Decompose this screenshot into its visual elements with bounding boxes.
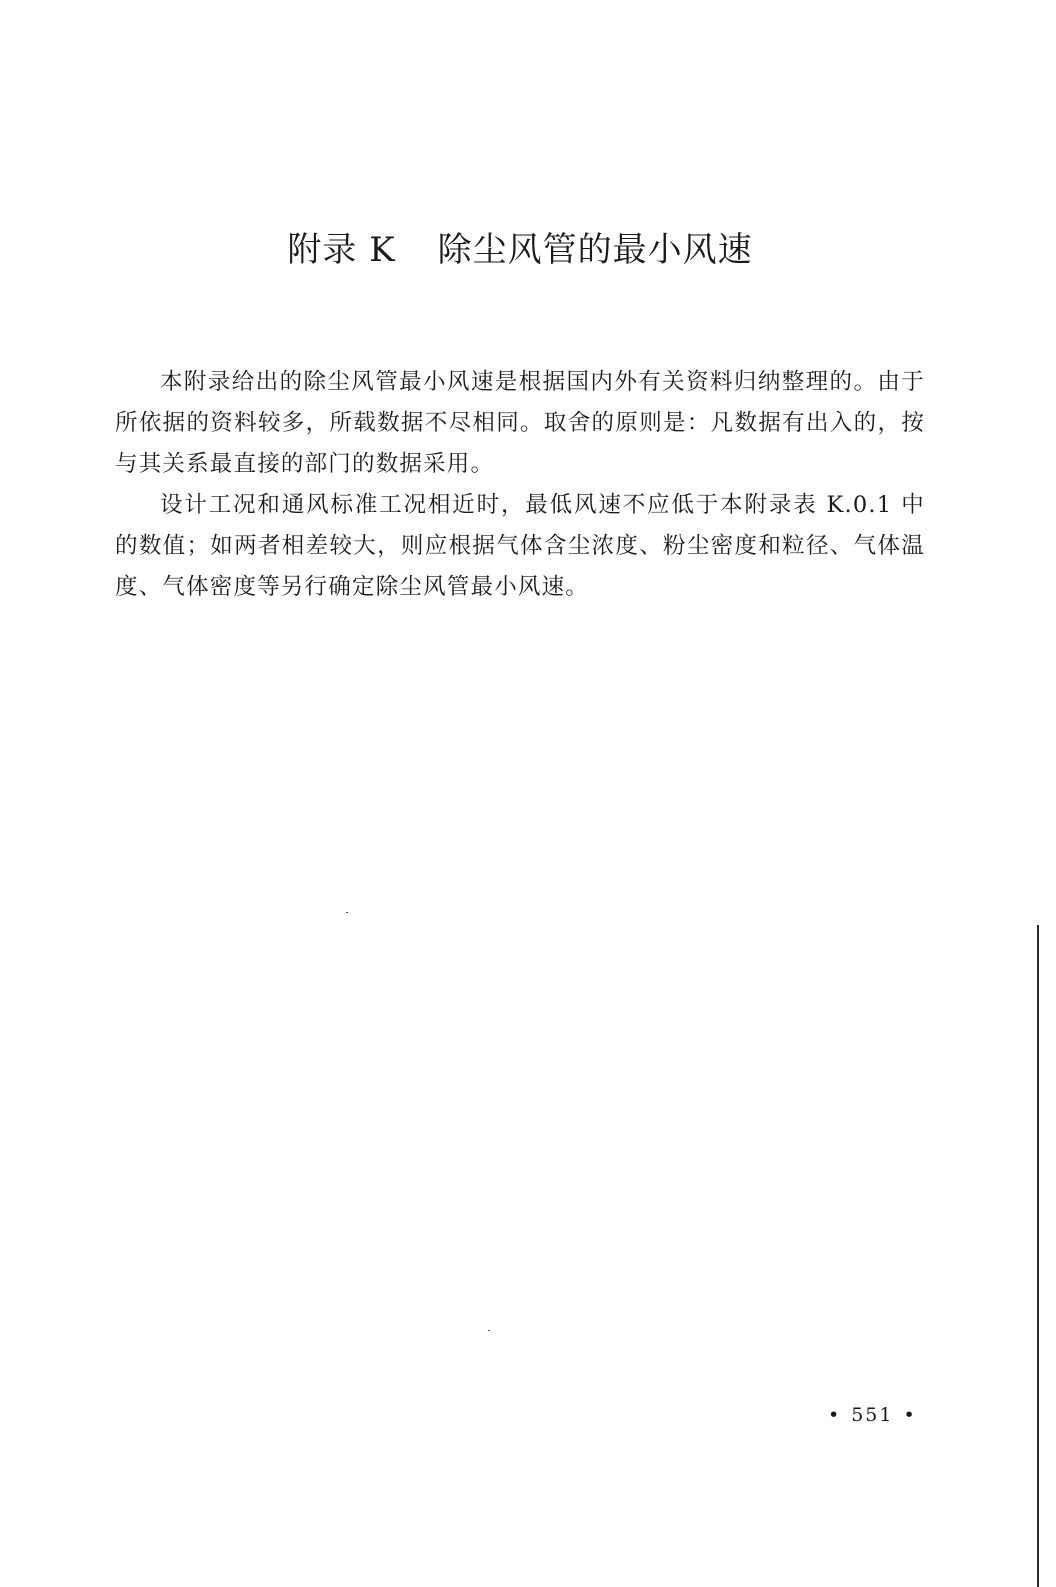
footer-bullet-left: • [828,1404,842,1426]
scan-speck [346,912,348,913]
appendix-title: 除尘风管的最小风速 [437,230,753,270]
footer-bullet-right: • [903,1404,917,1426]
body-text [115,362,925,608]
appendix-label: 附录 K [287,230,396,270]
page-footer [818,1404,927,1426]
scan-speck [488,1330,490,1331]
paragraph-2: 设计工况和通风标准工况相近时，最低风速不应低于本附录表 K.0.1 中的数值；如两者相差较大，则应根据气体含尘浓度、粉尘密度和粒径、气体温度、气体密度等另行确定除尘风管最小风速。 [115,492,925,600]
paragraph-1: 本附录给出的除尘风管最小风速是根据国内外有关资料归纳整理的。由于所依据的资料较多，所载数据不尽相同。取舍的原则是：凡数据有出入的，按与其关系最直接的部门的数据采用。 [115,369,925,477]
scan-edge-line [1037,925,1039,1587]
page-title [0,228,1040,272]
page-number: 551 [851,1404,894,1426]
